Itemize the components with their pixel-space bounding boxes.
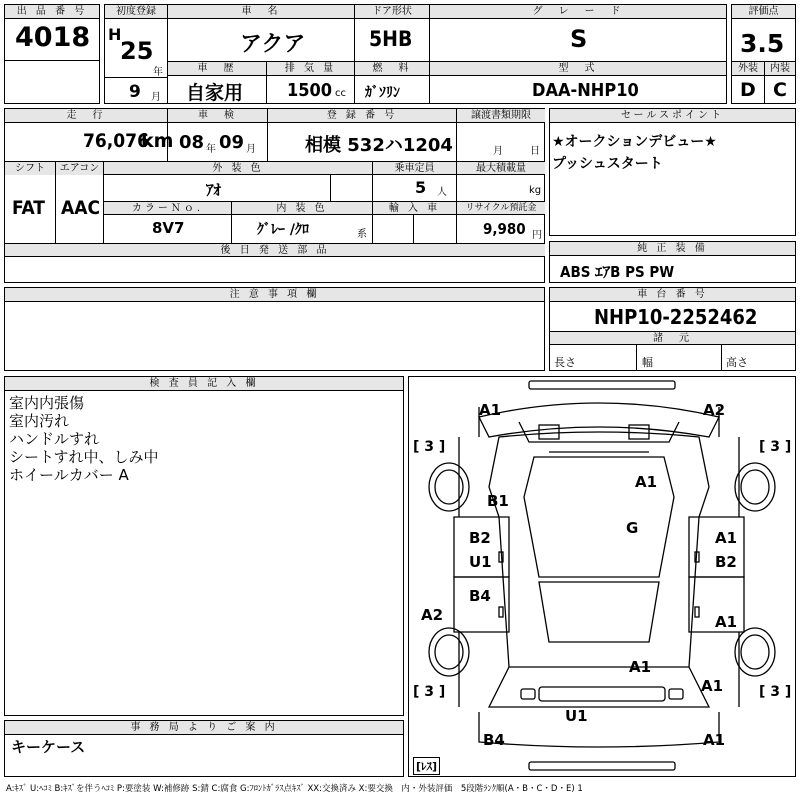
- mileage-unit: km: [141, 130, 174, 152]
- damage-mark-u1-rear: U1: [565, 707, 588, 725]
- damage-mark-a2-left-rear: A2: [421, 606, 444, 624]
- details-table: [4, 108, 545, 283]
- lot-number-value: 4018: [15, 22, 91, 53]
- capacity-value: 5: [415, 178, 427, 197]
- inspection-month: 09: [219, 132, 245, 153]
- exterior-grade-cell: [731, 61, 765, 104]
- door-type-value: 5HB: [369, 27, 413, 51]
- first-registration-label: 初度登録: [105, 5, 167, 19]
- car-name-cell: [167, 4, 355, 62]
- office-notes-label: 事 務 局 よ り ご 案 内: [5, 721, 403, 735]
- damage-mark-b2-left: B2: [469, 529, 491, 547]
- grade-value: S: [570, 25, 588, 53]
- fuel-cell: [354, 61, 430, 104]
- chassis-value: NHP10-2252462: [594, 305, 758, 329]
- damage-mark-a1-right-quarter: A1: [701, 677, 724, 695]
- capacity-label: 乗車定員: [373, 162, 456, 175]
- shift-label: シフト: [5, 162, 55, 175]
- year-unit: 年: [153, 67, 163, 78]
- interior-grade-cell: [764, 61, 796, 104]
- damage-mark-u1-left: U1: [469, 553, 492, 571]
- damage-mark-g: G: [626, 519, 639, 537]
- displacement-label: 排 気 量: [267, 62, 354, 76]
- displacement-cell: [266, 61, 355, 104]
- genuine-equipment-value: ABS ｴｱB PS PW: [560, 263, 675, 281]
- notes-box: [4, 287, 545, 371]
- inspector-notes-label: 検 査 員 記 入 欄: [5, 377, 403, 391]
- model-cell: [429, 61, 727, 104]
- inspector-notes-box: [4, 376, 404, 716]
- office-notes-box: [4, 720, 404, 777]
- exterior-grade-value: D: [740, 79, 756, 101]
- inspector-note-1: 室内内張傷: [9, 394, 85, 412]
- car-diagram: [409, 377, 795, 776]
- damage-mark-a1-front-left: A1: [479, 401, 502, 419]
- fuel-label: 燃 料: [355, 62, 429, 76]
- interior-color-label: 内 装 色: [232, 202, 372, 215]
- inspection-year-unit: 年: [206, 144, 216, 155]
- sales-point-label: セールスポイント: [550, 109, 795, 123]
- tire-rl-mark: [ 3 ]: [413, 684, 446, 700]
- car-name-value: アクア: [240, 32, 306, 57]
- grade-cell: [429, 4, 727, 62]
- score-cell: [731, 4, 796, 62]
- inspector-note-3: ハンドルすれ: [9, 430, 100, 448]
- tire-fr-mark: [ 3 ]: [759, 439, 792, 455]
- recycle-unit: 円: [532, 230, 542, 241]
- inspection-label: 車 検: [168, 109, 267, 123]
- sales-point-2: プッシュスタート: [552, 156, 663, 172]
- header-section: [4, 4, 796, 104]
- color-no-value: 8V7: [152, 219, 185, 237]
- exterior-grade-label: 外装: [732, 62, 764, 76]
- damage-mark-a2-front-right: A2: [703, 401, 726, 419]
- max-load-unit: kg: [529, 185, 542, 196]
- door-type-cell: [354, 4, 430, 62]
- chassis-box: [549, 287, 796, 371]
- damage-mark-b1: B1: [487, 492, 509, 510]
- later-parts-label: 後 日 発 送 部 品: [5, 244, 545, 257]
- fuel-value: ｶﾞｿﾘﾝ: [365, 85, 400, 101]
- displacement-value: 1500: [287, 80, 333, 101]
- dimensions-label: 諸 元: [550, 332, 795, 345]
- tire-rr-mark: [ 3 ]: [759, 684, 792, 700]
- damage-mark-a1-rear: A1: [703, 731, 726, 749]
- history-cell: [167, 61, 267, 104]
- spare-tire-mark: [ﾚｽ]: [413, 757, 440, 775]
- damage-mark-a1-front-fender: A1: [635, 473, 658, 491]
- lot-number-label: 出 品 番 号: [5, 5, 99, 19]
- exterior-color-value: ｱｵ: [206, 181, 222, 199]
- damage-mark-b4-rear: B4: [483, 731, 505, 749]
- first-registration-cell: [104, 4, 168, 104]
- lot-blank-cell: [4, 60, 100, 104]
- height-label: 高さ: [726, 356, 748, 369]
- history-value: 自家用: [186, 82, 244, 104]
- length-label: 長さ: [554, 356, 576, 369]
- mileage-label: 走 行: [5, 109, 167, 123]
- inspection-year: 08: [179, 132, 205, 153]
- damage-mark-b2-right: B2: [715, 553, 737, 571]
- sales-point-1: ★オークションデビュー★: [552, 134, 717, 150]
- registration-value: 相模 532ハ1204: [305, 135, 453, 156]
- transfer-day-unit: 日: [530, 146, 540, 157]
- shift-value: FAT: [12, 197, 45, 219]
- damage-mark-a1-right-door: A1: [715, 529, 738, 547]
- inspector-note-5: ホイールカバー A: [9, 466, 129, 484]
- capacity-unit: 人: [437, 187, 447, 198]
- car-name-label: 車 名: [168, 5, 354, 19]
- door-type-label: ドア形状: [355, 5, 429, 19]
- lot-number-cell: [4, 4, 100, 61]
- interior-grade-label: 内装: [765, 62, 795, 76]
- damage-mark-a1-roof-rear: A1: [629, 658, 652, 676]
- width-label: 幅: [642, 356, 653, 369]
- aircon-label: エアコン: [56, 162, 103, 175]
- transfer-month-unit: 月: [493, 146, 503, 157]
- import-label: 輸 入 車: [373, 202, 456, 215]
- mileage-value: 76,076: [83, 130, 149, 152]
- transfer-docs-label: 譲渡書類期限: [457, 109, 545, 123]
- interior-grade-value: C: [773, 79, 787, 101]
- interior-color-value: ｸﾞﾚｰ /ｸﾛ: [257, 222, 309, 238]
- era-value: H: [108, 25, 122, 44]
- inspector-note-2: 室内汚れ: [9, 412, 70, 430]
- month-value: 9: [129, 82, 141, 102]
- chassis-label: 車 台 番 号: [550, 288, 795, 302]
- inspection-month-unit: 月: [246, 144, 256, 155]
- sales-point-box: [549, 108, 796, 236]
- genuine-equipment-label: 純 正 装 備: [550, 242, 795, 256]
- genuine-equipment-box: [549, 241, 796, 283]
- damage-mark-a1-right-rear-door: A1: [715, 613, 738, 631]
- recycle-value: 9,980: [483, 220, 526, 238]
- year-value: 25: [120, 37, 154, 65]
- damage-mark-b4-left: B4: [469, 587, 491, 605]
- model-value: DAA-NHP10: [532, 80, 639, 101]
- legend-text: A:ｷｽﾞ U:ﾍｺﾐ B:ｷｽﾞを伴うﾍｺﾐ P:要塗装 W:補修跡 S:錆 C:腐食 G:ﾌﾛﾝﾄｶﾞﾗｽ点ｷｽﾞ XX:交換済み X:要交換 内・外装評価 5段階ﾗﾝｸ順(A・B・C・D・E) 1: [6, 784, 583, 794]
- inspector-note-4: シートすれ中、しみ中: [9, 448, 159, 466]
- color-no-label: カラーＮｏ.: [104, 202, 231, 215]
- interior-color-suffix: 系: [357, 229, 367, 240]
- notes-label: 注 意 事 項 欄: [5, 288, 544, 302]
- month-unit: 月: [151, 92, 161, 103]
- history-label: 車 歴: [168, 62, 266, 76]
- grade-label: グ レ ー ド: [430, 5, 726, 19]
- displacement-unit: cc: [335, 88, 346, 99]
- aircon-value: AAC: [61, 197, 101, 219]
- tire-fl-mark: [ 3 ]: [413, 439, 446, 455]
- recycle-label: リサイクル預託金: [457, 202, 545, 215]
- exterior-color-label: 外 装 色: [104, 162, 372, 175]
- office-notes-value: キーケース: [11, 738, 86, 756]
- score-value: 3.5: [740, 29, 785, 58]
- score-label: 評価点: [732, 5, 795, 19]
- model-label: 型 式: [430, 62, 726, 76]
- car-diagram-box: [408, 376, 796, 777]
- registration-label: 登 録 番 号: [268, 109, 456, 123]
- max-load-label: 最大積載量: [457, 162, 545, 175]
